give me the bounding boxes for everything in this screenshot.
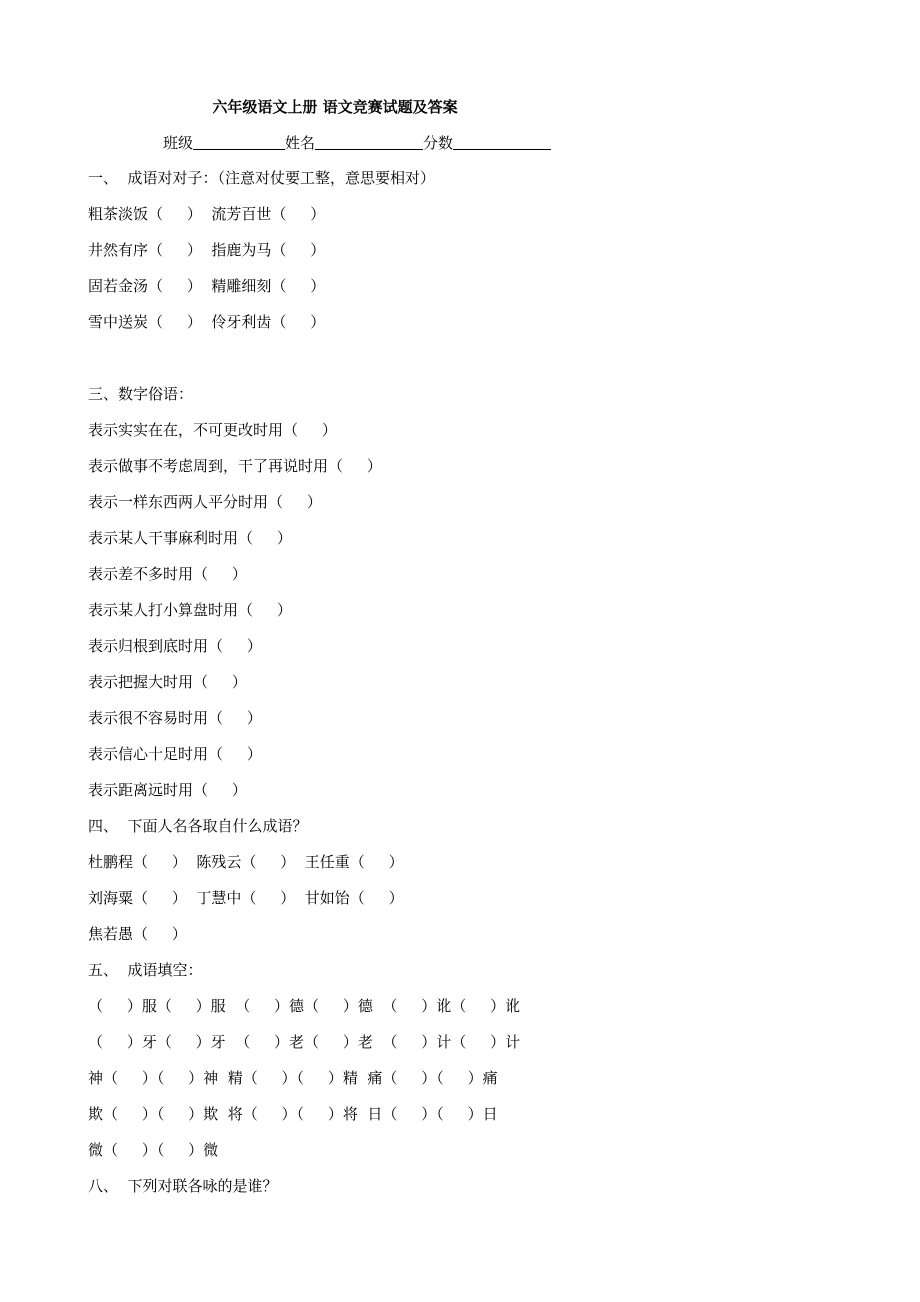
question-line: 欺（ ）（ ）欺 将（ ）（ ）将 日（ ）（ ）日 <box>88 1105 498 1123</box>
question-line: 表示做事不考虑周到，干了再说时用（ ） <box>88 457 382 475</box>
question-line: 表示某人打小算盘时用（ ） <box>88 601 292 619</box>
section-heading: 三、数字俗语： <box>88 385 194 403</box>
question-line: 神（ ）（ ）神 精（ ）（ ）精 痛（ ）（ ）痛 <box>88 1069 498 1087</box>
question-line: 表示很不容易时用（ ） <box>88 709 262 727</box>
question-line: 雪中送炭（ ） 伶牙利齿（ ） <box>88 313 326 331</box>
class-blank <box>193 133 285 150</box>
score-blank <box>453 133 551 150</box>
question-line: 井然有序（ ） 指鹿为马（ ） <box>88 241 326 259</box>
class-label: 班级 <box>163 134 194 152</box>
question-line: 粗茶淡饭（ ） 流芳百世（ ） <box>88 205 326 223</box>
question-line: 固若金汤（ ） 精雕细刻（ ） <box>88 277 326 295</box>
section-heading: 八、 下列对联各咏的是谁？ <box>88 1177 278 1195</box>
question-line: 刘海粟（ ） 丁慧中（ ） 甘如饴（ ） <box>88 889 404 907</box>
question-line: 焦若愚（ ） <box>88 925 187 943</box>
question-list <box>88 168 868 1212</box>
question-line: 表示距离远时用（ ） <box>88 781 247 799</box>
question-line: 表示差不多时用（ ） <box>88 565 247 583</box>
question-line: 表示实实在在，不可更改时用（ ） <box>88 421 337 439</box>
question-line: （ ）牙（ ）牙 （ ）老（ ）老 （ ）计（ ）计 <box>88 1033 521 1051</box>
question-line: 表示一样东西两人平分时用（ ） <box>88 493 322 511</box>
score-label: 分数 <box>423 134 454 152</box>
name-blank <box>315 133 423 150</box>
question-line: 杜鹏程（ ） 陈残云（ ） 王任重（ ） <box>88 853 404 871</box>
question-line: （ ）服（ ）服 （ ）德（ ）德 （ ）讹（ ）讹 <box>88 997 521 1015</box>
section-heading: 四、 下面人名各取自什么成语？ <box>88 817 308 835</box>
page-title: 六年级语文上册 语文竞赛试题及答案 <box>212 98 458 116</box>
section-heading: 一、 成语对对子：（注意对仗要工整，意思要相对） <box>88 169 436 187</box>
question-line: 表示某人干事麻利时用（ ） <box>88 529 292 547</box>
question-line: 表示归根到底时用（ ） <box>88 637 262 655</box>
section-heading: 五、 成语填空： <box>88 961 203 979</box>
question-line: 微（ ）（ ）微 <box>88 1141 219 1159</box>
section-spacer <box>88 348 868 384</box>
name-label: 姓名 <box>285 134 316 152</box>
student-info-row <box>163 132 551 153</box>
question-line: 表示把握大时用（ ） <box>88 673 247 691</box>
question-line: 表示信心十足时用（ ） <box>88 745 262 763</box>
